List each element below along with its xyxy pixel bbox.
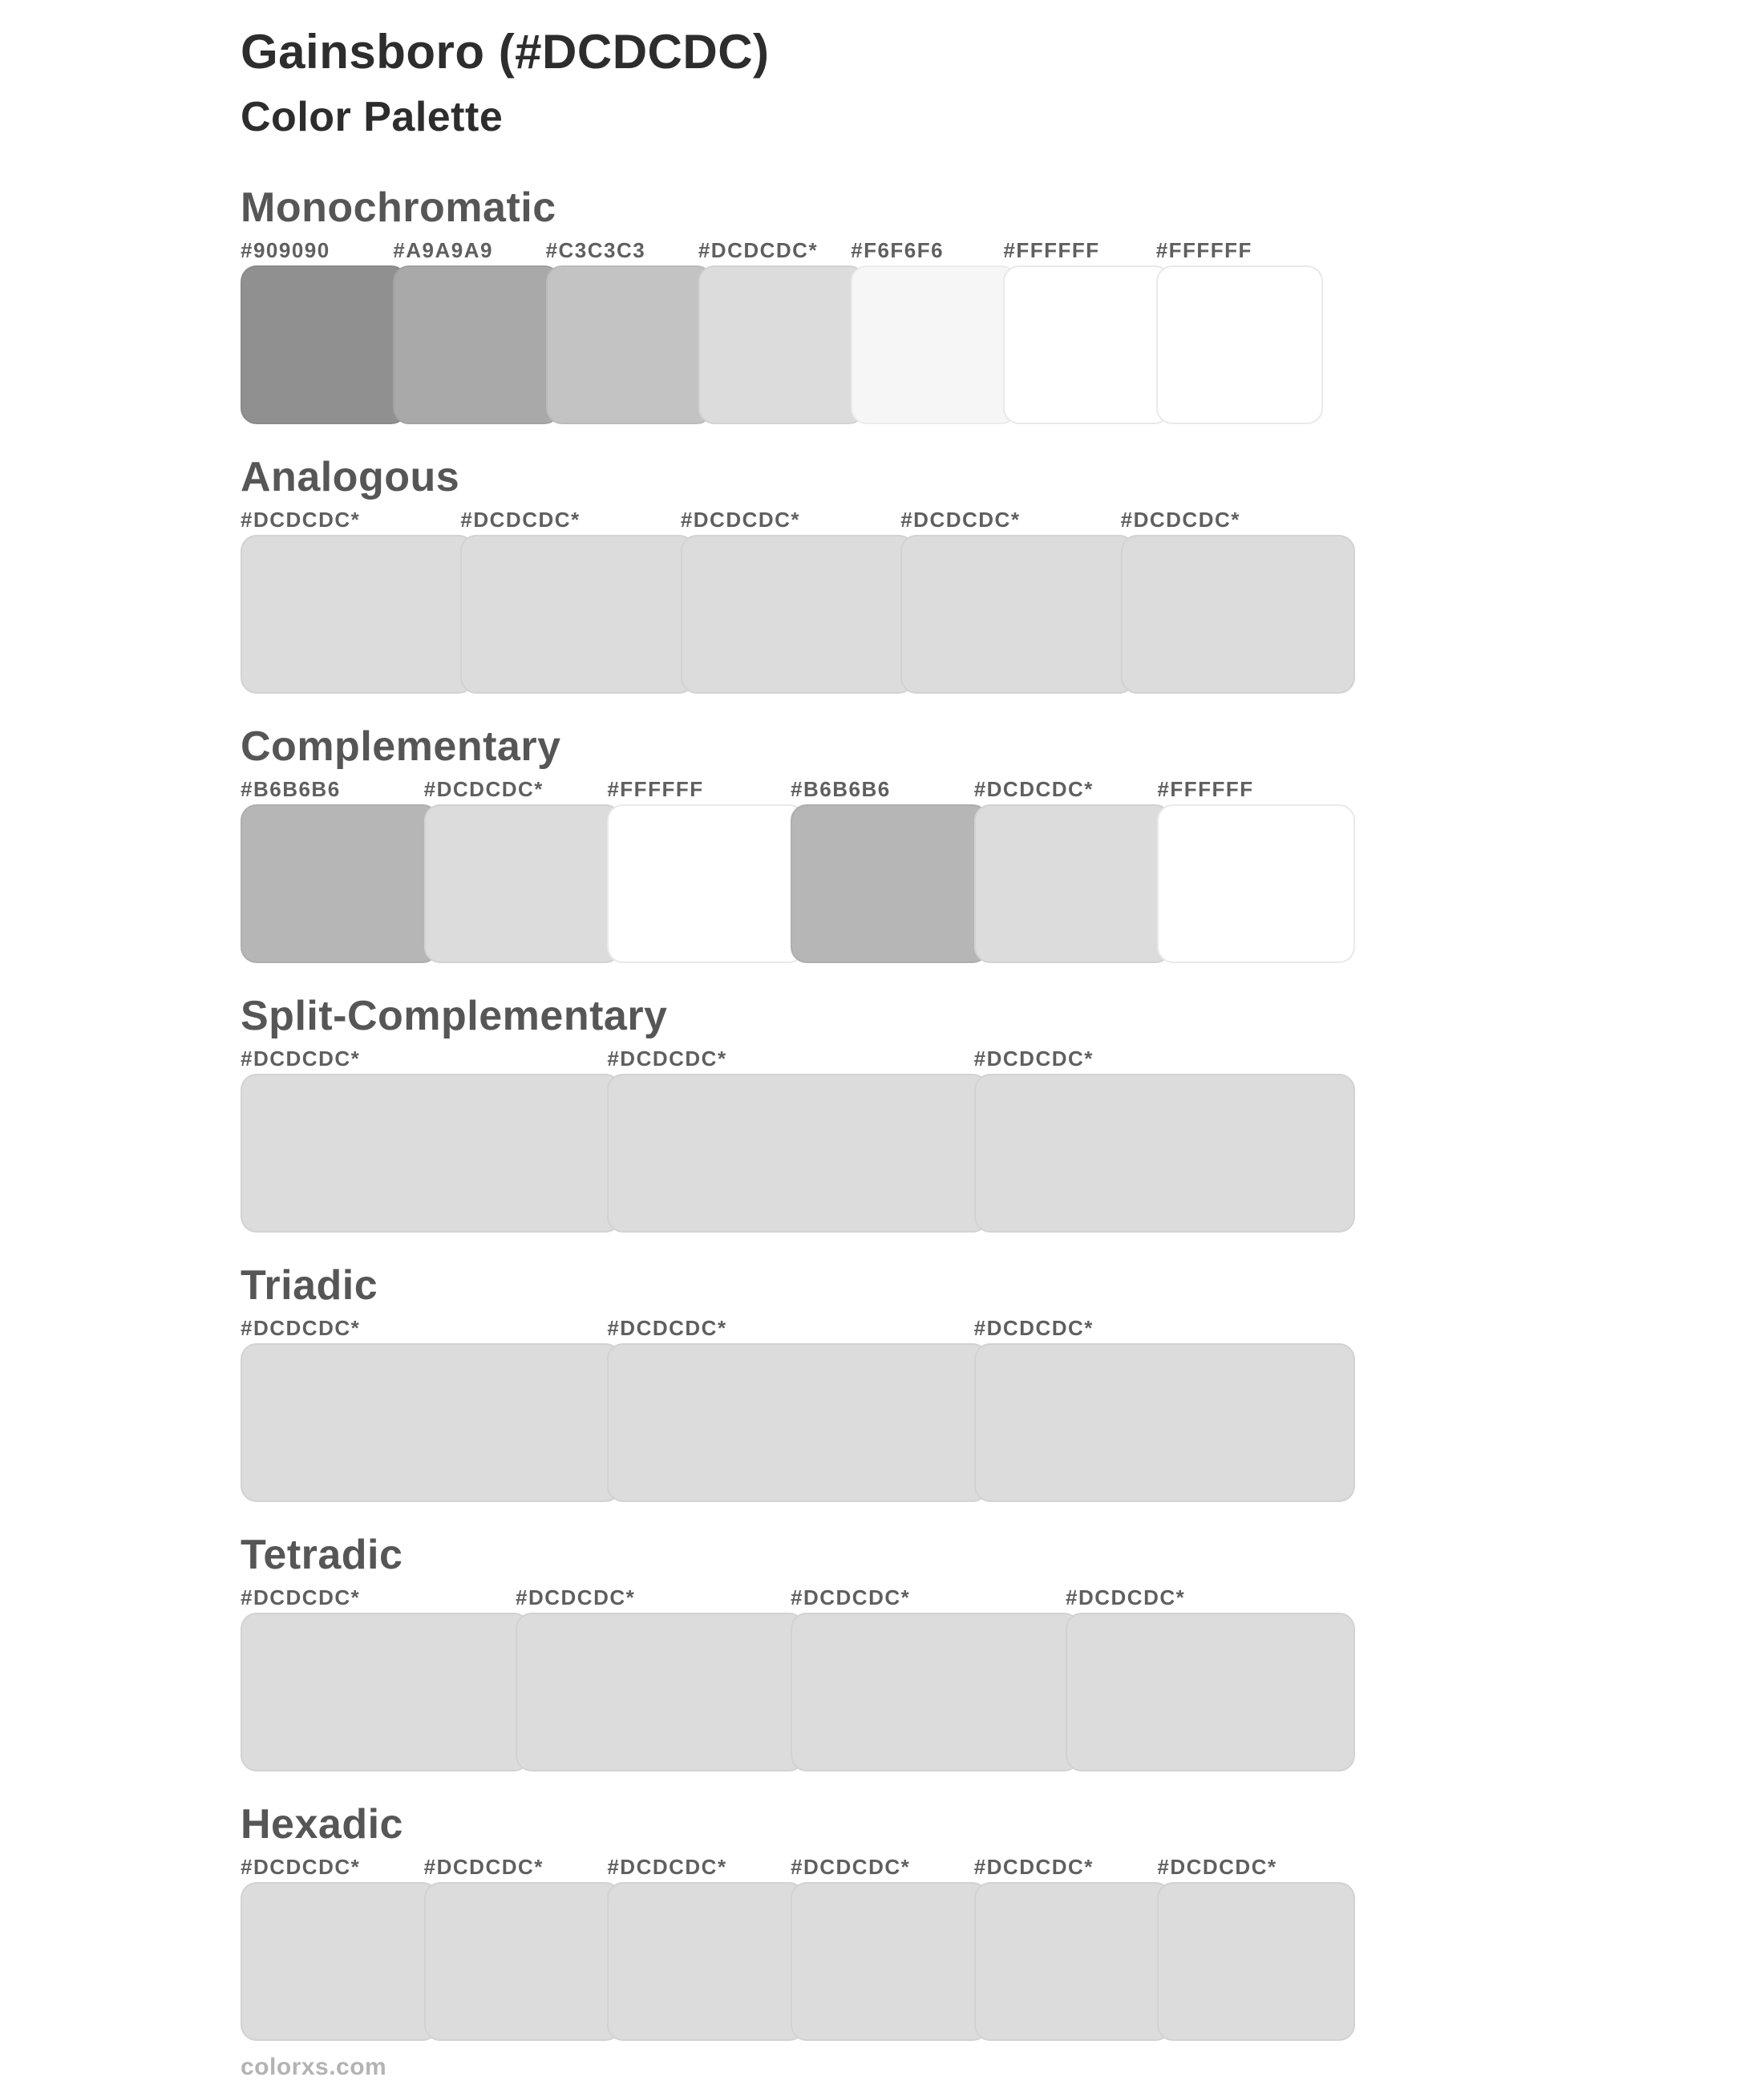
color-swatch[interactable] [698, 265, 865, 424]
section-heading: Monochromatic [241, 184, 556, 231]
color-swatch[interactable] [607, 1074, 988, 1233]
colorxs-link[interactable]: colorxs.com [241, 2054, 387, 2080]
color-swatch[interactable] [424, 1882, 622, 2041]
swatch-hex-label: #DCDCDC* [973, 1316, 1094, 1340]
swatch-column [607, 777, 805, 963]
swatch-hex-label: #B6B6B6 [241, 777, 341, 801]
section-heading: Hexadic [241, 1801, 403, 1848]
swatch-column [851, 238, 1018, 424]
section-heading: Split-Complementary [241, 993, 668, 1039]
swatch-column [791, 1855, 989, 2041]
swatch-hex-label: #DCDCDC* [791, 1585, 911, 1609]
swatch-hex-label: #DCDCDC* [241, 1585, 361, 1609]
swatch-column [1003, 238, 1170, 424]
swatch-hex-label: #FFFFFF [1155, 238, 1252, 262]
color-swatch[interactable] [460, 535, 694, 694]
swatch-hex-label: #DCDCDC* [460, 508, 581, 532]
color-swatch[interactable] [851, 265, 1018, 424]
color-swatch[interactable] [546, 265, 713, 424]
section-heading: Tetradic [241, 1532, 403, 1578]
color-swatch[interactable] [1157, 1882, 1355, 2041]
swatch-hex-label: #DCDCDC* [241, 1855, 361, 1879]
color-swatch[interactable] [241, 1882, 439, 2041]
swatch-hex-label: #FFFFFF [607, 777, 704, 801]
color-swatch[interactable] [607, 804, 805, 963]
swatch-column [974, 1316, 1355, 1502]
swatch-column [1156, 238, 1323, 424]
swatch-hex-label: #DCDCDC* [423, 777, 544, 801]
swatch-row [241, 1047, 1355, 1233]
color-swatch[interactable] [393, 265, 560, 424]
color-swatch[interactable] [974, 1882, 1172, 2041]
page-subtitle: Color Palette [241, 94, 504, 140]
swatch-hex-label: #DCDCDC* [973, 777, 1094, 801]
section-hexadic [241, 1801, 1604, 2041]
swatch-column [424, 1855, 622, 2041]
swatch-column [681, 508, 915, 694]
swatch-hex-label: #A9A9A9 [393, 238, 493, 262]
swatch-column [607, 1855, 805, 2041]
swatch-column [791, 777, 989, 963]
swatch-column [1121, 508, 1355, 694]
color-swatch[interactable] [241, 1613, 530, 1771]
color-swatch[interactable] [241, 535, 475, 694]
color-swatch[interactable] [681, 535, 915, 694]
color-swatch[interactable] [791, 1613, 1080, 1771]
swatch-hex-label: #DCDCDC* [607, 1316, 727, 1340]
color-swatch[interactable] [974, 1074, 1355, 1233]
swatch-column [791, 1585, 1080, 1771]
color-swatch[interactable] [974, 804, 1172, 963]
swatch-hex-label: #DCDCDC* [698, 238, 819, 262]
swatch-hex-label: #DCDCDC* [973, 1047, 1094, 1071]
swatch-column [241, 1316, 621, 1502]
swatch-column [698, 238, 865, 424]
section-monochromatic [241, 184, 1604, 424]
swatch-hex-label: #DCDCDC* [1066, 1585, 1186, 1609]
swatch-column [241, 1855, 439, 2041]
swatch-hex-label: #DCDCDC* [607, 1047, 727, 1071]
swatch-row [241, 1585, 1355, 1771]
swatch-row [241, 1316, 1355, 1502]
section-heading: Triadic [241, 1262, 378, 1309]
swatch-column [460, 508, 694, 694]
section-heading: Analogous [241, 454, 460, 500]
color-swatch[interactable] [1121, 535, 1355, 694]
color-swatch[interactable] [1156, 265, 1323, 424]
section-complementary [241, 723, 1604, 963]
color-swatch[interactable] [241, 1074, 621, 1233]
swatch-hex-label: #DCDCDC* [607, 1855, 727, 1879]
swatch-hex-label: #DCDCDC* [241, 508, 361, 532]
swatch-column [241, 777, 439, 963]
swatch-column [974, 1855, 1172, 2041]
swatch-hex-label: #B6B6B6 [791, 777, 891, 801]
swatch-column [241, 238, 407, 424]
swatch-column [546, 238, 713, 424]
color-swatch[interactable] [1003, 265, 1170, 424]
swatch-hex-label: #FFFFFF [1003, 238, 1100, 262]
swatch-column [1066, 1585, 1355, 1771]
color-swatch[interactable] [791, 804, 989, 963]
main-content [241, 0, 1604, 2041]
swatch-row [241, 238, 1323, 424]
swatch-hex-label: #DCDCDC* [1120, 508, 1240, 532]
swatch-column [974, 1047, 1355, 1233]
color-swatch[interactable] [900, 535, 1135, 694]
swatch-row [241, 1855, 1355, 2041]
color-swatch[interactable] [607, 1882, 805, 2041]
color-swatch[interactable] [424, 804, 622, 963]
color-swatch[interactable] [241, 804, 439, 963]
color-swatch[interactable] [1157, 804, 1355, 963]
color-swatch[interactable] [974, 1343, 1355, 1502]
color-swatch[interactable] [1066, 1613, 1355, 1771]
color-swatch[interactable] [791, 1882, 989, 2041]
section-heading: Complementary [241, 723, 561, 770]
swatch-hex-label: #DCDCDC* [680, 508, 801, 532]
swatch-column [393, 238, 560, 424]
swatch-column [1157, 777, 1355, 963]
swatch-hex-label: #909090 [241, 238, 330, 262]
swatch-hex-label: #DCDCDC* [973, 1855, 1094, 1879]
swatch-column [516, 1585, 805, 1771]
swatch-hex-label: #DCDCDC* [791, 1855, 911, 1879]
swatch-row [241, 508, 1355, 694]
swatch-column [1157, 1855, 1355, 2041]
color-swatch[interactable] [241, 265, 407, 424]
swatch-column [241, 1585, 530, 1771]
swatch-hex-label: #DCDCDC* [423, 1855, 544, 1879]
swatch-hex-label: #DCDCDC* [900, 508, 1021, 532]
swatch-column [974, 777, 1172, 963]
swatch-hex-label: #C3C3C3 [545, 238, 646, 262]
swatch-hex-label: #DCDCDC* [1157, 1855, 1277, 1879]
color-swatch[interactable] [516, 1613, 805, 1771]
swatch-row [241, 777, 1355, 963]
section-triadic [241, 1262, 1604, 1502]
color-swatch[interactable] [607, 1343, 988, 1502]
section-tetradic [241, 1534, 1604, 1771]
swatch-column [424, 777, 622, 963]
swatch-column [241, 1047, 621, 1233]
swatch-hex-label: #DCDCDC* [241, 1316, 361, 1340]
swatch-column [241, 508, 475, 694]
swatch-hex-label: #DCDCDC* [516, 1585, 636, 1609]
swatch-column [607, 1316, 988, 1502]
swatch-hex-label: #FFFFFF [1157, 777, 1254, 801]
section-split-complementary [241, 995, 1604, 1233]
swatch-hex-label: #F6F6F6 [851, 238, 945, 262]
swatch-column [900, 508, 1135, 694]
color-swatch[interactable] [241, 1343, 621, 1502]
page-title: Gainsboro (#DCDCDC) [241, 25, 770, 79]
section-analogous [241, 456, 1604, 694]
swatch-column [607, 1047, 988, 1233]
swatch-hex-label: #DCDCDC* [241, 1047, 361, 1071]
